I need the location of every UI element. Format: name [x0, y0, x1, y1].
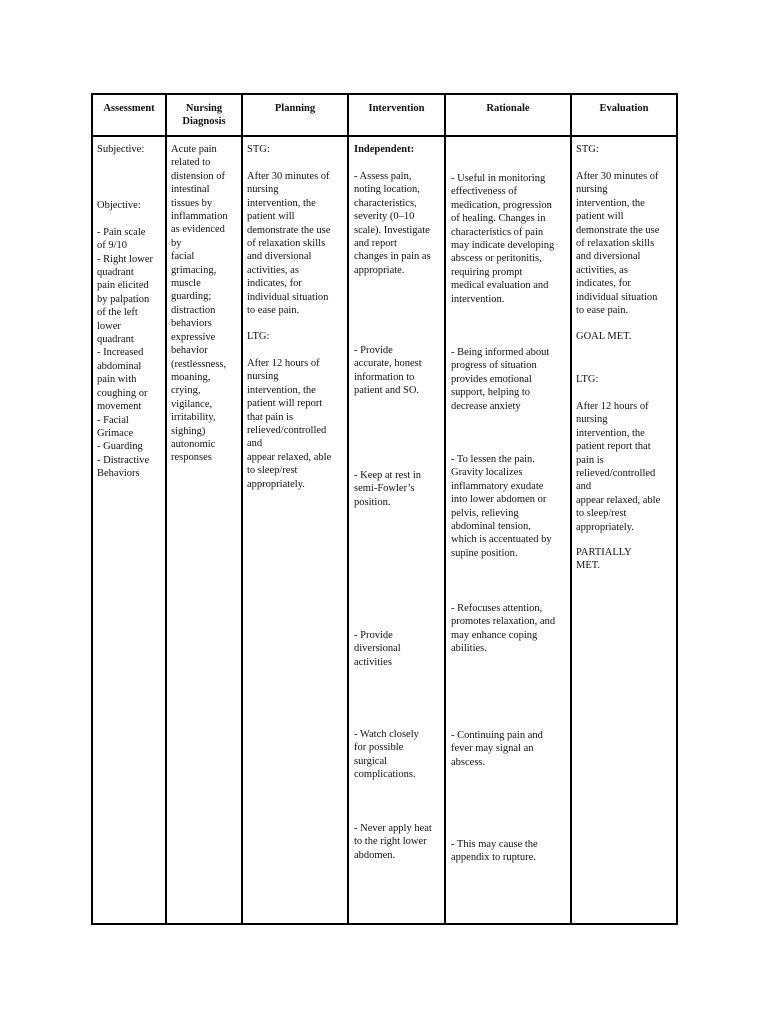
planning-ltg-label: LTG:: [247, 331, 270, 342]
evaluation-partially-met: PARTIALLY MET.: [576, 547, 632, 572]
rationale-item: - Refocuses attention, promotes relaxation, and may enhance coping abilities.: [451, 603, 556, 655]
evaluation-goal-met: GOAL MET.: [576, 331, 632, 342]
planning-stg-label: STG:: [247, 144, 270, 155]
header-divider: [93, 135, 676, 137]
assessment-subjective: Subjective:: [97, 144, 145, 155]
header-planning: Planning: [274, 103, 316, 114]
intervention-item: - Watch closely for possible surgical complications.: [354, 729, 419, 781]
header-rationale: Rationale: [486, 103, 530, 114]
header-intervention: Intervention: [368, 103, 425, 114]
rationale-item: - Being informed about progress of situation provides emotional support, helping to decrease anxiety: [451, 347, 550, 412]
nursing-diagnosis-text: Acute pain related to distension of intestinal tissues by inflammation as evidenced by facial grimacing, muscle guarding; distraction behaviors expressive behavior (restlessness, moaning, crying, vigilance, irritability, sighing) autonomic responses: [171, 144, 228, 464]
intervention-item: - Provide accurate, honest information to patient and SO.: [354, 345, 422, 397]
rationale-item: - This may cause the appendix to rupture.: [451, 839, 538, 864]
column-divider: [444, 95, 446, 923]
intervention-independent-label: Independent:: [354, 144, 415, 155]
column-divider: [241, 95, 243, 923]
header-evaluation: Evaluation: [599, 103, 649, 114]
intervention-item: - Provide diversional activities: [354, 630, 401, 668]
nursing-care-plan-table: [91, 93, 678, 925]
intervention-item: - Never apply heat to the right lower abdomen.: [354, 823, 432, 861]
evaluation-ltg-text: After 12 hours of nursing intervention, the patient report that pain is relieved/controlled and appear relaxed, able to sleep/rest appropriately.: [576, 401, 661, 533]
planning-ltg-text: After 12 hours of nursing intervention, the patient will report that pain is relieved/controlled and appear relaxed, able to sleep/rest appropriately.: [247, 358, 332, 490]
column-divider: [165, 95, 167, 923]
header-nursing-diagnosis: Nursing Diagnosis: [182, 103, 226, 127]
planning-stg-text: After 30 minutes of nursing intervention, the patient will demonstrate the use of relaxation skills and diversional activities, as indicates, for individual situation to ease pain.: [247, 171, 331, 317]
intervention-item: - Keep at rest in semi-Fowler’s position.: [354, 470, 422, 508]
evaluation-ltg-label: LTG:: [576, 374, 599, 385]
evaluation-stg-label: STG:: [576, 144, 599, 155]
intervention-item: - Assess pain, noting location, characteristics, severity (0–10 scale). Investigate and report changes in pain as appropriate.: [354, 171, 431, 276]
rationale-item: - Continuing pain and fever may signal an abscess.: [451, 730, 543, 768]
evaluation-stg-text: After 30 minutes of nursing intervention, the patient will demonstrate the use of relaxation skills and diversional activities, as indicates, for individual situation to ease pain.: [576, 171, 660, 317]
assessment-objective: Objective: - Pain scale of 9/10 - Right lower quadrant pain elicited by palpation of the left lower quadrant - Increased abdominal pain with coughing or movement - Facial Grimace - Guarding - Distractive Behaviors: [97, 200, 153, 480]
header-assessment: Assessment: [103, 103, 155, 114]
column-divider: [347, 95, 349, 923]
column-divider: [570, 95, 572, 923]
rationale-item: - To lessen the pain. Gravity localizes inflammatory exudate into lower abdomen or pelvis, relieving abdominal tension, which is accentuated by supine position.: [451, 454, 552, 559]
rationale-item: - Useful in monitoring effectiveness of medication, progression of healing. Changes in characteristics of pain may indicate developing abscess or peritonitis, requiring prompt medical evaluation and intervention.: [451, 173, 555, 305]
